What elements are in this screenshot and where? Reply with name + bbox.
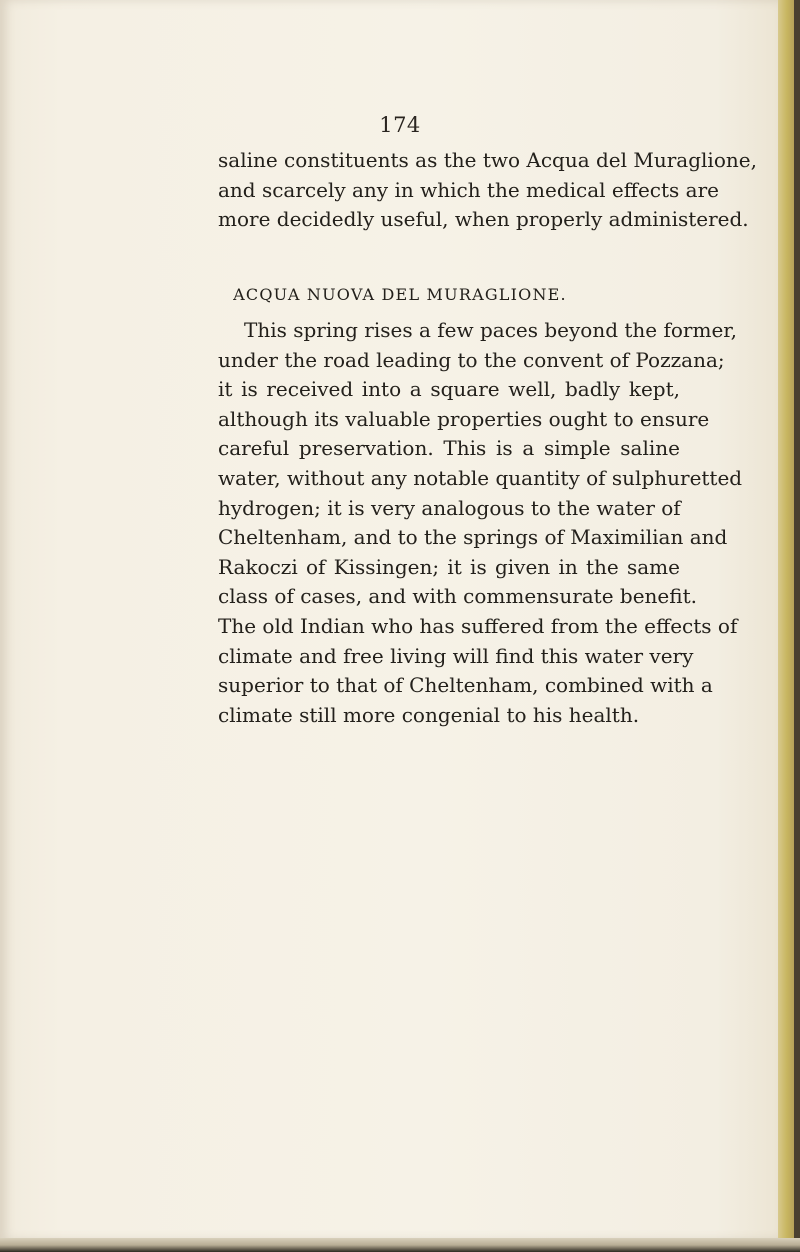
text-line: climate still more congenial to his health. (218, 702, 640, 727)
text-line: saline constituents as the two Acqua del Muraglione, (218, 148, 757, 172)
text-line: Cheltenham, and to the springs of Maximilian and (218, 525, 728, 550)
text-line: The old Indian who has suffered from the effects of (218, 613, 738, 638)
text-line: This spring rises a few paces beyond the former, (244, 318, 738, 342)
section-heading: ACQUA NUOVA DEL MURAGLIONE. (233, 285, 567, 304)
page-edge-bottom (0, 1238, 800, 1252)
intro-paragraph (218, 146, 757, 235)
text-line: water, without any notable quantity of sulphuretted (218, 465, 743, 490)
text-line: class of cases, and with commensurate benefit. (218, 584, 698, 609)
body-paragraph (218, 316, 743, 730)
text-line: although its valuable properties ought to ensure (218, 406, 710, 431)
text-line: it is received into a square well, badly kept, (218, 377, 680, 402)
page-number: 174 (379, 113, 421, 137)
text-line: more decidedly useful, when properly administered. (218, 207, 749, 232)
text-line: climate and free living will find this water very (218, 643, 694, 668)
text-line: and scarcely any in which the medical effects are (218, 177, 719, 202)
text-line: superior to that of Cheltenham, combined with a (218, 673, 713, 698)
binding-shadow (794, 0, 800, 1252)
text-line: Rakoczi of Kissingen; it is given in the same (218, 554, 680, 579)
text-line: careful preservation. This is a simple saline (218, 436, 680, 461)
text-line: under the road leading to the convent of Pozzana; (218, 347, 725, 372)
text-line: hydrogen; it is very analogous to the water of (218, 495, 681, 520)
